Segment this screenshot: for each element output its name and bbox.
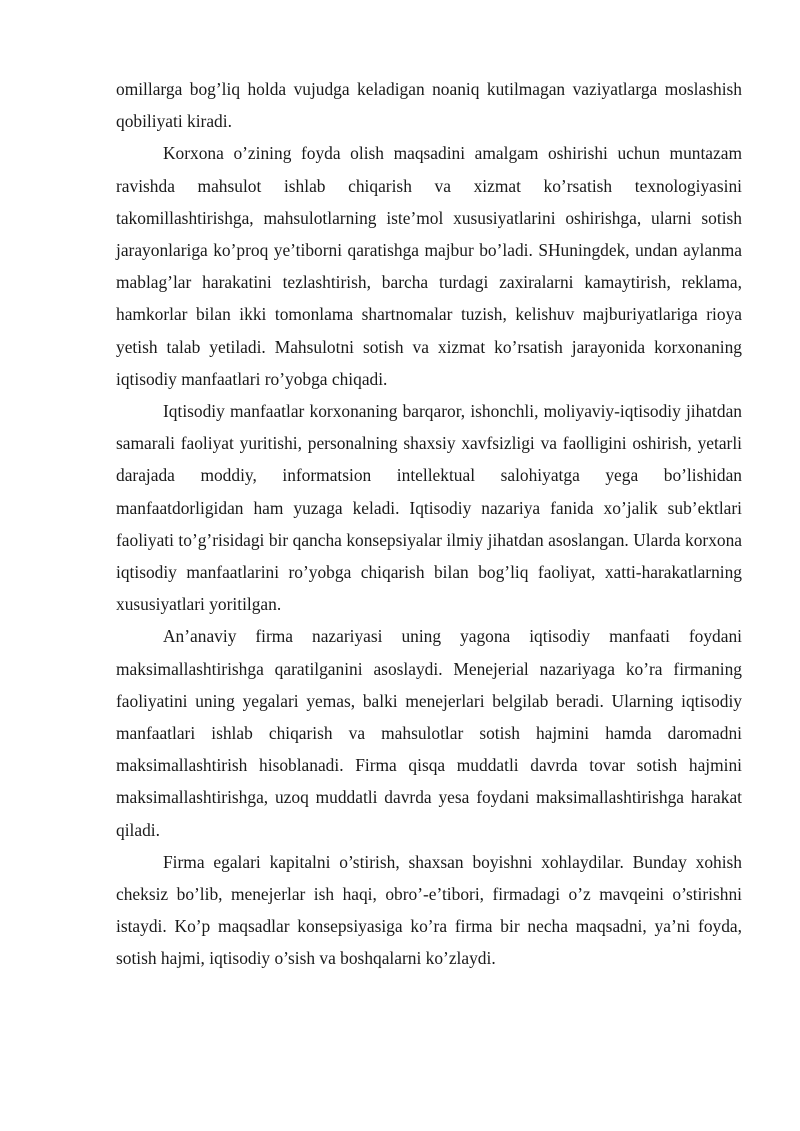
paragraph-continuation: omillarga bog’liq holda vujudga keladigan noaniq kutilmagan vaziyatlarga moslashish qobiliyati kiradi. [116,79,742,132]
paragraph-firma-nazariyasi: An’anaviy firma nazariyasi uning yagona iqtisodiy manfaati foydani maksimallashtirishga qaratilganini asoslaydi. Menejerial nazariyaga ko’ra firmaning faoliyatini uning yegalari yemas, balki menejerlari belgilab beradi. Ularning iqtisodiy manfaatlari ishlab chiqarish va mahsulotlar sotish hajmini hamda daromadni maksimallashtirish hisoblanadi. Firma qisqa muddatli davrda tovar sotish hajmini maksimallashtirishga, uzoq muddatli davrda yesa foydani maksimallashtirishga harakat qiladi. [116,626,742,840]
paragraph-iqtisodiy-manfaatlar: Iqtisodiy manfaatlar korxonaning barqaror, ishonchli, moliyaviy-iqtisodiy jihatdan samarali faoliyat yuritishi, personalning shaxsiy xavfsizligi va faolligini oshirish, yetarli darajada moddiy, informatsion intellektual salohiyatga yega bo’lishidan manfaatdorligidan ham yuzaga keladi. Iqtisodiy nazariya fanida xo’jalik sub’ektlari faoliyati to’g’risidagi bir qancha konsepsiyalar ilmiy jihatdan asoslangan. Ularda korxona iqtisodiy manfaatlarini ro’yobga chiqarish bilan bog’liq faoliyat, xatti-harakatlarning xususiyatlari yoritilgan. [116,401,742,615]
document-page [116,73,742,975]
paragraph-firma-egalari: Firma egalari kapitalni o’stirish, shaxsan boyishni xohlaydilar. Bunday xohish cheksiz bo’lib, menejerlar ish haqi, obro’-e’tibori, firmadagi o’z mavqeini o’stirishni istaydi. Ko’p maqsadlar konsepsiyasiga ko’ra firma bir necha maqsadni, ya’ni foyda, sotish hajmi, iqtisodiy o’sish va boshqalarni ko’zlaydi. [116,851,742,969]
paragraph-foyda-olish: Korxona o’zining foyda olish maqsadini amalgam oshirishi uchun muntazam ravishda mahsulot ishlab chiqarish va xizmat ko’rsatish texnologiyasini takomillashtirishga, mahsulotlarning iste’mol xususiyatlarini oshirishga, ularni sotish jarayonlariga ko’proq ye’tiborni qaratishga majbur bo’ladi. SHuningdek, undan aylanma mablag’lar harakatini tezlashtirish, barcha turdagi zaxiralarni kamaytirish, reklama, hamkorlar bilan ikki tomonlama shartnomalar tuzish, kelishuv majburiyatlariga rioya yetish talab yetiladi. Mahsulotni sotish va xizmat ko’rsatish jarayonida korxonaning iqtisodiy manfaatlari ro’yobga chiqadi. [116,143,742,389]
